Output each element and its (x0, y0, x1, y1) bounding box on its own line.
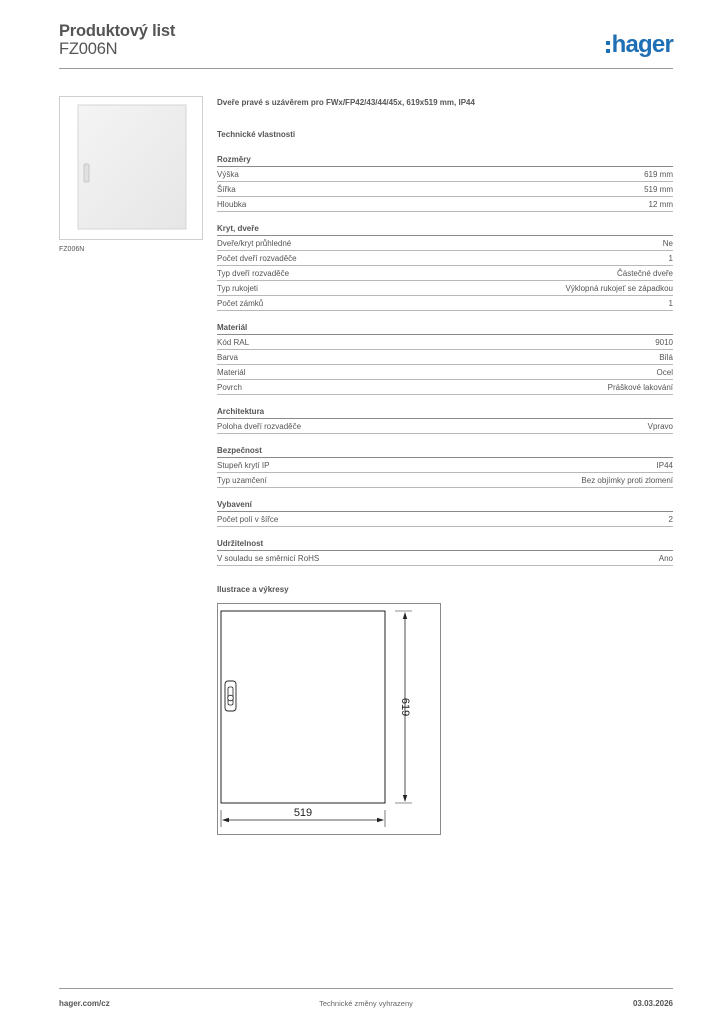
spec-label: Povrch (217, 382, 242, 392)
spec-row (217, 335, 673, 350)
document-title: Produktový list (59, 22, 176, 40)
tech-heading: Technické vlastnosti (217, 130, 296, 139)
spec-value: 12 mm (648, 199, 673, 209)
spec-label: Šířka (217, 184, 236, 194)
section-title: Materiál (217, 323, 673, 335)
footer-date: 03.03.2026 (632, 999, 673, 1008)
spec-label: Počet dveří rozvaděče (217, 253, 297, 263)
hager-logo (606, 30, 673, 60)
spec-row (217, 167, 673, 182)
spec-value: IP44 (656, 460, 673, 470)
spec-label: Typ uzamčení (217, 475, 267, 485)
spec-value: Výklopná rukojeť se západkou (565, 283, 673, 293)
spec-label: Barva (217, 352, 238, 362)
page-footer (59, 988, 673, 1008)
spec-sections (217, 155, 673, 566)
spec-section (217, 539, 673, 566)
logo-text: hager (611, 31, 673, 58)
spec-row (217, 512, 673, 527)
spec-row (217, 236, 673, 251)
spec-label: Počet zámků (217, 298, 264, 308)
spec-row (217, 365, 673, 380)
spec-section (217, 155, 673, 212)
spec-row (217, 350, 673, 365)
spec-row (217, 197, 673, 212)
spec-row (217, 473, 673, 488)
spec-value: 9010 (655, 337, 673, 347)
thumbnail-caption: FZ006N (59, 246, 85, 253)
spec-label: Počet polí v šířce (217, 514, 279, 524)
section-title: Architektura (217, 407, 673, 419)
spec-value: Bez objímky proti zlomení (581, 475, 673, 485)
product-description: Dveře pravé s uzávěrem pro FWx/FP42/43/44/45x, 619x519 mm, IP44 (217, 98, 475, 107)
spec-value: Ocel (656, 367, 673, 377)
spec-row (217, 551, 673, 566)
spec-label: Poloha dveří rozvaděče (217, 421, 302, 431)
spec-label: Stupeň krytí IP (217, 460, 270, 470)
spec-row (217, 296, 673, 311)
spec-label: Hloubka (217, 199, 247, 209)
illustration-title: Ilustrace a výkresy (217, 585, 289, 594)
spec-value: 1 (668, 253, 673, 263)
spec-label: Dveře/kryt průhledné (217, 238, 292, 248)
spec-section (217, 500, 673, 527)
spec-value: Ne (662, 238, 673, 248)
spec-value: Vpravo (647, 421, 673, 431)
spec-row (217, 380, 673, 395)
spec-row (217, 281, 673, 296)
spec-value: Částečné dveře (616, 268, 673, 278)
door-thumbnail-image (60, 97, 202, 239)
spec-value: 2 (668, 514, 673, 524)
height-dimension-label: 619 (399, 697, 411, 717)
spec-section (217, 446, 673, 488)
spec-value: Ano (658, 553, 673, 563)
spec-label: Materiál (217, 367, 246, 377)
section-title: Kryt, dveře (217, 224, 673, 236)
spec-row (217, 419, 673, 434)
spec-value: Práškové lakování (607, 382, 673, 392)
spec-row (217, 266, 673, 281)
spec-value: 519 mm (644, 184, 673, 194)
spec-label: Typ dveří rozvaděče (217, 268, 290, 278)
page-header (59, 20, 673, 69)
spec-label: Kód RAL (217, 337, 250, 347)
spec-value: 619 mm (644, 169, 673, 179)
width-dimension-label: 519 (293, 807, 313, 819)
footer-notice: Technické změny vyhrazeny (319, 999, 413, 1008)
spec-label: Typ rukojeti (217, 283, 258, 293)
section-title: Rozměry (217, 155, 673, 167)
spec-row (217, 251, 673, 266)
section-title: Udržitelnost (217, 539, 673, 551)
logo-dots-icon (606, 41, 610, 53)
spec-row (217, 182, 673, 197)
spec-section (217, 407, 673, 434)
section-title: Bezpečnost (217, 446, 673, 458)
product-specs (217, 98, 673, 566)
technical-drawing (217, 603, 441, 835)
footer-website-link[interactable]: hager.com/cz (59, 999, 110, 1008)
spec-label: V souladu se směrnicí RoHS (217, 553, 320, 563)
spec-label: Výška (217, 169, 239, 179)
spec-row (217, 458, 673, 473)
product-code: FZ006N (59, 40, 118, 58)
section-title: Vybavení (217, 500, 673, 512)
spec-value: 1 (668, 298, 673, 308)
door-drawing (218, 604, 440, 834)
spec-section (217, 323, 673, 395)
product-thumbnail (59, 96, 203, 240)
spec-value: Bílá (659, 352, 673, 362)
spec-section (217, 224, 673, 311)
